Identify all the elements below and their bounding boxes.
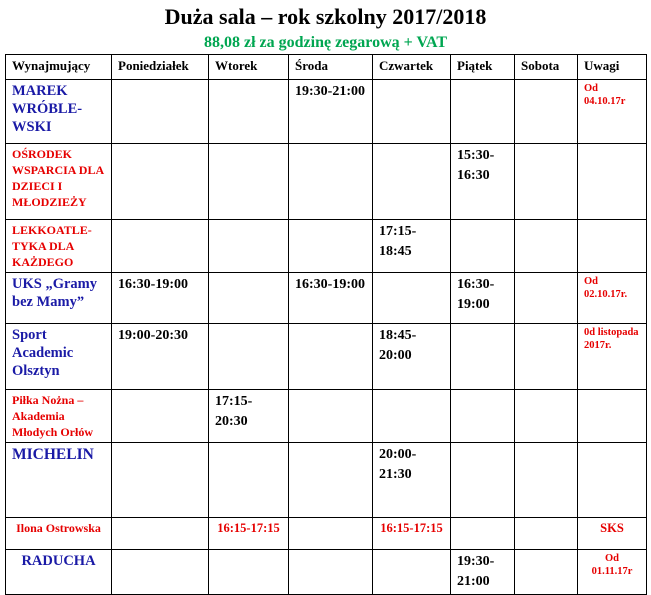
tenant-name: LEKKOATLE-TYKA DLA KAŻDEGO bbox=[6, 220, 112, 273]
friday-cell bbox=[451, 324, 515, 390]
monday-cell bbox=[112, 550, 209, 595]
notes-cell: Od 01.11.17r bbox=[578, 550, 647, 595]
header-friday: Piątek bbox=[451, 55, 515, 80]
saturday-cell bbox=[515, 80, 578, 144]
tuesday-cell bbox=[209, 273, 289, 324]
thursday-cell bbox=[373, 144, 451, 220]
tenant-name: Piłka Nożna – Akademia Młodych Orłów bbox=[6, 390, 112, 443]
notes-cell bbox=[578, 443, 647, 518]
monday-cell bbox=[112, 144, 209, 220]
wednesday-cell bbox=[289, 144, 373, 220]
saturday-cell bbox=[515, 518, 578, 550]
table-row bbox=[6, 273, 647, 324]
header-thursday: Czwartek bbox=[373, 55, 451, 80]
thursday-cell: 18:45-20:00 bbox=[373, 324, 451, 390]
thursday-cell bbox=[373, 273, 451, 324]
tenant-name: MAREK WRÓBLE-WSKI bbox=[6, 80, 112, 144]
page-title: Duża sala – rok szkolny 2017/2018 bbox=[164, 4, 487, 29]
thursday-cell bbox=[373, 80, 451, 144]
wednesday-cell bbox=[289, 518, 373, 550]
friday-cell bbox=[451, 80, 515, 144]
saturday-cell bbox=[515, 443, 578, 518]
wednesday-cell: 16:30-19:00 bbox=[289, 273, 373, 324]
saturday-cell bbox=[515, 324, 578, 390]
friday-cell: 19:30-21:00 bbox=[451, 550, 515, 595]
friday-cell bbox=[451, 518, 515, 550]
notes-cell: SKS bbox=[578, 518, 647, 550]
tuesday-cell: 17:15-20:30 bbox=[209, 390, 289, 443]
wednesday-cell: 19:30-21:00 bbox=[289, 80, 373, 144]
thursday-cell bbox=[373, 550, 451, 595]
table-row bbox=[6, 80, 647, 144]
wednesday-cell bbox=[289, 220, 373, 273]
monday-cell: 19:00-20:30 bbox=[112, 324, 209, 390]
tuesday-cell bbox=[209, 80, 289, 144]
tuesday-cell bbox=[209, 144, 289, 220]
friday-cell: 16:30-19:00 bbox=[451, 273, 515, 324]
price-subtitle: 88,08 zł za godzinę zegarową + VAT bbox=[203, 34, 448, 51]
wednesday-cell bbox=[289, 324, 373, 390]
tenant-name: RADUCHA bbox=[6, 550, 112, 595]
friday-cell: 15:30-16:30 bbox=[451, 144, 515, 220]
saturday-cell bbox=[515, 390, 578, 443]
saturday-cell bbox=[515, 220, 578, 273]
header-saturday: Sobota bbox=[515, 55, 578, 80]
monday-cell bbox=[112, 390, 209, 443]
monday-cell bbox=[112, 518, 209, 550]
schedule-table bbox=[5, 54, 647, 595]
tenant-name: Sport Academic Olsztyn bbox=[6, 324, 112, 390]
header-tenant: Wynajmujący bbox=[6, 55, 112, 80]
thursday-cell: 20:00-21:30 bbox=[373, 443, 451, 518]
table-row bbox=[6, 220, 647, 273]
tenant-name: UKS „Gramy bez Mamy” bbox=[6, 273, 112, 324]
table-row bbox=[6, 324, 647, 390]
tuesday-cell bbox=[209, 220, 289, 273]
notes-cell bbox=[578, 220, 647, 273]
thursday-cell bbox=[373, 390, 451, 443]
notes-cell bbox=[578, 144, 647, 220]
monday-cell bbox=[112, 443, 209, 518]
tuesday-cell bbox=[209, 550, 289, 595]
notes-cell bbox=[578, 390, 647, 443]
table-row bbox=[6, 144, 647, 220]
monday-cell bbox=[112, 220, 209, 273]
monday-cell bbox=[112, 80, 209, 144]
header-row bbox=[6, 55, 647, 80]
wednesday-cell bbox=[289, 390, 373, 443]
friday-cell bbox=[451, 220, 515, 273]
table-row bbox=[6, 443, 647, 518]
notes-cell: Od 02.10.17r. bbox=[578, 273, 647, 324]
friday-cell bbox=[451, 390, 515, 443]
header-tuesday: Wtorek bbox=[209, 55, 289, 80]
wednesday-cell bbox=[289, 550, 373, 595]
table-row bbox=[6, 518, 647, 550]
thursday-cell: 16:15-17:15 bbox=[373, 518, 451, 550]
header-wednesday: Środa bbox=[289, 55, 373, 80]
saturday-cell bbox=[515, 550, 578, 595]
tuesday-cell bbox=[209, 324, 289, 390]
thursday-cell: 17:15-18:45 bbox=[373, 220, 451, 273]
tuesday-cell bbox=[209, 443, 289, 518]
friday-cell bbox=[451, 443, 515, 518]
table-row bbox=[6, 390, 647, 443]
tenant-name: OŚRODEK WSPARCIA DLA DZIECI I MŁODZIEŻY bbox=[6, 144, 112, 220]
saturday-cell bbox=[515, 273, 578, 324]
tenant-name: MICHELIN bbox=[6, 443, 112, 518]
tenant-name: Ilona Ostrowska bbox=[6, 518, 112, 550]
notes-cell: 0d listopada 2017r. bbox=[578, 324, 647, 390]
table-row bbox=[6, 550, 647, 595]
notes-cell: Od 04.10.17r bbox=[578, 80, 647, 144]
tuesday-cell: 16:15-17:15 bbox=[209, 518, 289, 550]
header-monday: Poniedziałek bbox=[112, 55, 209, 80]
saturday-cell bbox=[515, 144, 578, 220]
monday-cell: 16:30-19:00 bbox=[112, 273, 209, 324]
header-notes: Uwagi bbox=[578, 55, 647, 80]
wednesday-cell bbox=[289, 443, 373, 518]
